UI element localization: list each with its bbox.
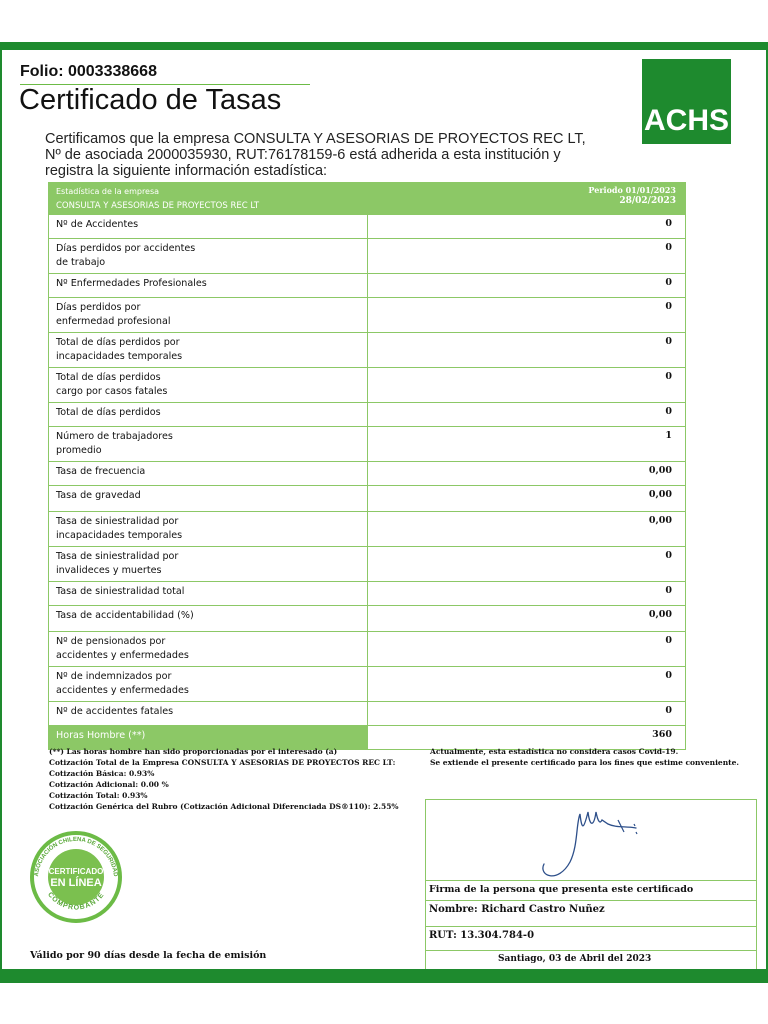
table-row xyxy=(48,512,686,547)
table-row xyxy=(48,582,686,606)
table-row xyxy=(48,298,686,333)
row-value: 0 xyxy=(665,277,672,288)
signature-caption: Firma de la persona que presenta este certificado xyxy=(429,884,694,895)
logo-text: ACHS xyxy=(643,104,729,137)
note-line: (**) Las horas hombre han sido proporcionadas por el interesado (a) xyxy=(49,747,338,756)
achs-logo xyxy=(642,59,731,144)
row-label: Nº de accidentes fatales xyxy=(49,702,368,725)
table-header-label: Estadística de la empresa xyxy=(56,187,160,196)
period-end: 28/02/2023 xyxy=(619,196,676,206)
row-label: Días perdidos por accidentes de trabajo xyxy=(49,239,368,273)
row-label: Nº de Accidentes xyxy=(49,215,368,238)
notes-right xyxy=(430,746,750,768)
table-row xyxy=(48,462,686,486)
note-line: Cotización Adicional: 0.00 % xyxy=(49,780,169,789)
signature-divider xyxy=(426,950,756,951)
table-row xyxy=(48,368,686,403)
seal-ring-top: ASOCIACIÓN CHILENA DE SEGURIDAD xyxy=(34,836,118,877)
note-line: Cotización Total de la Empresa CONSULTA Y ASESORIAS DE PROYECTOS REC LT: xyxy=(49,758,396,767)
table-row xyxy=(48,632,686,667)
row-label: Total de días perdidos cargo por casos fatales xyxy=(49,368,368,402)
place-and-date: Santiago, 03 de Abril del 2023 xyxy=(498,954,652,964)
row-label: Tasa de siniestralidad por invalideces y muertes xyxy=(49,547,368,581)
row-label: Tasa de frecuencia xyxy=(49,462,368,485)
folio-number: Folio: 0003338668 xyxy=(20,63,157,80)
signature-divider xyxy=(426,880,756,881)
row-value: 0 xyxy=(665,301,672,312)
bottom-border xyxy=(0,969,768,983)
note-line: Cotización Total: 0.93% xyxy=(49,791,148,800)
intro-line-1: Certificamos que la empresa CONSULTA Y ASESORIAS DE PROYECTOS REC LT, xyxy=(45,131,586,147)
seal-text-2: EN LÍNEA xyxy=(50,877,102,889)
row-label: Total de días perdidos xyxy=(49,403,368,426)
row-value: 0 xyxy=(665,635,672,646)
table-row xyxy=(48,702,686,726)
table-body xyxy=(48,215,686,726)
table-row xyxy=(48,667,686,702)
row-value: 0 xyxy=(665,705,672,716)
row-value: 0 xyxy=(665,218,672,229)
signatory-rut: RUT: 13.304.784-0 xyxy=(429,930,535,941)
intro-text xyxy=(45,131,605,179)
table-row xyxy=(48,333,686,368)
top-border xyxy=(0,42,768,50)
row-value: 0 xyxy=(665,670,672,681)
signature-scribble-icon xyxy=(536,802,656,880)
validity-note: Válido por 90 días desde la fecha de emisión xyxy=(30,950,267,961)
footer-label: Horas Hombre (**) xyxy=(49,726,368,749)
row-value: 0,00 xyxy=(648,609,672,620)
left-border xyxy=(0,50,2,970)
row-value: 0 xyxy=(665,550,672,561)
seal-ring-bottom: COMPROBANTE xyxy=(46,891,106,912)
row-label: Días perdidos por enfermedad profesional xyxy=(49,298,368,332)
row-value: 0 xyxy=(665,242,672,253)
footer-value: 360 xyxy=(652,729,672,740)
seal-text-1: CERTIFICADO xyxy=(48,867,104,876)
note-line: Se extiende el presente certificado para los fines que estime conveniente. xyxy=(430,758,739,767)
page-title: Certificado de Tasas xyxy=(19,84,282,116)
row-label: Nº de indemnizados por accidentes y enfermedades xyxy=(49,667,368,701)
row-label: Tasa de gravedad xyxy=(49,486,368,511)
row-label: Total de días perdidos por incapacidades temporales xyxy=(49,333,368,367)
table-row xyxy=(48,427,686,462)
signature-divider xyxy=(426,900,756,901)
row-value: 0 xyxy=(665,406,672,417)
table-row xyxy=(48,274,686,298)
table-company-name: CONSULTA Y ASESORIAS DE PROYECTOS REC LT xyxy=(56,201,260,211)
table-row xyxy=(48,547,686,582)
note-line: Cotización Genérica del Rubro (Cotización Adicional Diferenciada DS®110): 2.55% xyxy=(49,802,399,811)
table-header xyxy=(48,182,686,215)
note-line: Cotización Básica: 0.93% xyxy=(49,769,155,778)
row-label: Número de trabajadores promedio xyxy=(49,427,368,461)
certified-seal-icon xyxy=(24,829,128,923)
period-start: Periodo 01/01/2023 xyxy=(588,185,676,195)
row-label: Tasa de siniestralidad por incapacidades temporales xyxy=(49,512,368,546)
intro-line-2: Nº de asociada 2000035930, RUT:76178159-6 está adherida a esta institución y xyxy=(45,147,561,163)
row-value: 0 xyxy=(665,336,672,347)
signature-divider xyxy=(426,926,756,927)
table-row xyxy=(48,606,686,632)
notes-left xyxy=(49,746,439,812)
statistics-table xyxy=(48,182,686,750)
row-label: Nº de pensionados por accidentes y enfermedades xyxy=(49,632,368,666)
table-row xyxy=(48,403,686,427)
signature-box xyxy=(425,799,757,970)
row-value: 0 xyxy=(665,371,672,382)
row-value: 0,00 xyxy=(648,489,672,500)
row-value: 0,00 xyxy=(648,515,672,526)
row-value: 1 xyxy=(665,430,672,441)
row-label: Tasa de siniestralidad total xyxy=(49,582,368,605)
table-row xyxy=(48,215,686,239)
table-row xyxy=(48,239,686,274)
row-label: Tasa de accidentabilidad (%) xyxy=(49,606,368,631)
intro-line-3: registra la siguiente información estadística: xyxy=(45,163,328,179)
table-row xyxy=(48,486,686,512)
signatory-name: Nombre: Richard Castro Nuñez xyxy=(429,904,605,915)
row-label: Nº Enfermedades Profesionales xyxy=(49,274,368,297)
row-value: 0 xyxy=(665,585,672,596)
row-value: 0,00 xyxy=(648,465,672,476)
note-line: Actualmente, esta estadística no considera casos Covid-19. xyxy=(430,747,679,756)
